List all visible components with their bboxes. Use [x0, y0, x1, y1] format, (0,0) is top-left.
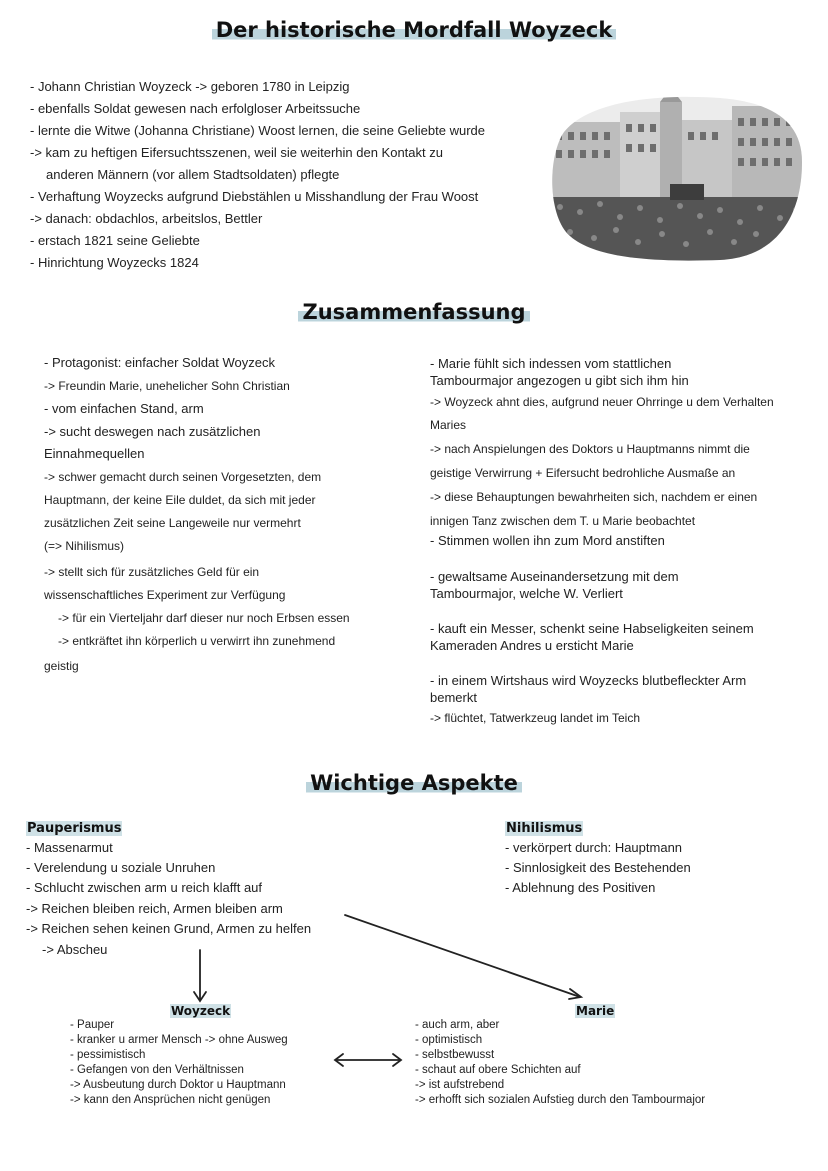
list-item: -> entkräftet ihn körperlich u verwirrt ihn zunehmend: [58, 634, 336, 648]
marie-heading: Marie: [576, 1004, 615, 1018]
list-item: - vom einfachen Stand, arm: [44, 401, 204, 416]
list-item: - Verelendung u soziale Unruhen: [26, 860, 216, 875]
list-item: - Stimmen wollen ihn zum Mord anstiften: [430, 533, 665, 548]
list-item: -> Reichen bleiben reich, Armen bleiben arm: [26, 901, 283, 916]
list-item: geistige Verwirrung + Eifersucht bedrohliche Ausmaße an: [430, 466, 736, 480]
list-item: -> Ausbeutung durch Doktor u Hauptmann: [70, 1079, 286, 1091]
list-item: -> nach Anspielungen des Doktors u Hauptmanns nimmt die: [430, 442, 750, 456]
list-item: - verkörpert durch: Hauptmann: [505, 840, 683, 855]
list-item: innigen Tanz zwischen dem T. u Marie beobachtet: [430, 514, 696, 528]
list-item: Tambourmajor, welche W. Verliert: [430, 586, 623, 601]
list-item: - in einem Wirtshaus wird Woyzecks blutbefleckter Arm: [430, 673, 747, 688]
list-item: - Ablehnung des Positiven: [505, 880, 656, 895]
list-item: -> sucht deswegen nach zusätzlichen: [44, 424, 261, 439]
list-item: Hauptmann, der keine Eile duldet, da sich mit jeder: [44, 493, 316, 507]
list-item: zusätzlichen Zeit seine Langeweile nur vermehrt: [44, 516, 301, 530]
title-important-aspects: Wichtige Aspekte: [0, 771, 828, 795]
list-item: - Schlucht zwischen arm u reich klafft auf: [26, 880, 263, 895]
list-item: -> Abscheu: [42, 942, 108, 957]
list-item: -> erhofft sich sozialen Aufstieg durch den Tambourmajor: [415, 1094, 706, 1106]
list-item: - schaut auf obere Schichten auf: [415, 1064, 581, 1076]
list-item: - auch arm, aber: [415, 1019, 500, 1031]
nihilismus-heading: Nihilismus: [506, 821, 583, 836]
list-item: - Hinrichtung Woyzecks 1824: [30, 255, 199, 270]
list-item: - pessimistisch: [70, 1049, 146, 1061]
list-item: -> Woyzeck ahnt dies, aufgrund neuer Ohrringe u dem Verhalten: [430, 395, 774, 409]
list-item: wissenschaftliches Experiment zur Verfügung: [44, 588, 286, 602]
list-item: -> Freundin Marie, unehelicher Sohn Christian: [44, 379, 290, 393]
list-item: - ebenfalls Soldat gewesen nach erfolgloser Arbeitssuche: [30, 101, 361, 116]
list-item: - Pauper: [70, 1019, 115, 1031]
list-item: -> danach: obdachlos, arbeitslos, Bettler: [30, 211, 263, 226]
list-item: - optimistisch: [415, 1034, 483, 1046]
list-item: -> schwer gemacht durch seinen Vorgesetzten, dem: [44, 470, 322, 484]
list-item: - Verhaftung Woyzecks aufgrund Diebstählen u Misshandlung der Frau Woost: [30, 189, 479, 204]
title-historical-case: Der historische Mordfall Woyzeck: [0, 18, 828, 42]
list-item: anderen Männern (vor allem Stadtsoldaten) pflegte: [46, 167, 340, 182]
list-item: - Massenarmut: [26, 840, 113, 855]
title-summary: Zusammenfassung: [0, 300, 828, 324]
list-item: -> ist aufstrebend: [415, 1079, 505, 1091]
list-item: -> flüchtet, Tatwerkzeug landet im Teich: [430, 711, 640, 725]
list-item: Kameraden Andres u ersticht Marie: [430, 638, 634, 653]
list-item: - Protagonist: einfacher Soldat Woyzeck: [44, 355, 275, 370]
list-item: - selbstbewusst: [415, 1049, 495, 1061]
list-item: bemerkt: [430, 690, 477, 705]
list-item: - Marie fühlt sich indessen vom stattlichen: [430, 356, 672, 371]
list-item: - erstach 1821 seine Geliebte: [30, 233, 200, 248]
arrow-to-marie: [345, 915, 580, 997]
list-item: -> stellt sich für zusätzliches Geld für ein: [44, 565, 260, 579]
woyzeck-heading: Woyzeck: [171, 1004, 231, 1018]
list-item: - lernte die Witwe (Johanna Christiane) Woost lernen, die seine Geliebte wurde: [30, 123, 485, 138]
pauperismus-heading: Pauperismus: [27, 821, 122, 836]
list-item: -> kann den Ansprüchen nicht genügen: [70, 1094, 271, 1106]
list-item: -> diese Behauptungen bewahrheiten sich, nachdem er einen: [430, 490, 758, 504]
list-item: -> für ein Vierteljahr darf dieser nur noch Erbsen essen: [58, 611, 350, 625]
list-item: -> kam zu heftigen Eifersuchtsszenen, weil sie weiterhin den Kontakt zu: [30, 145, 443, 160]
list-item: -> Reichen sehen keinen Grund, Armen zu helfen: [26, 921, 312, 936]
list-item: geistig: [44, 659, 79, 673]
list-item: (=> Nihilismus): [44, 539, 125, 553]
list-item: - Sinnlosigkeit des Bestehenden: [505, 860, 691, 875]
list-item: Maries: [430, 418, 467, 432]
list-item: Einnahmequellen: [44, 446, 145, 461]
list-item: - Johann Christian Woyzeck -> geboren 1780 in Leipzig: [30, 79, 350, 94]
list-item: - gewaltsame Auseinandersetzung mit dem: [430, 569, 679, 584]
list-item: - kauft ein Messer, schenkt seine Habseligkeiten seinem: [430, 621, 754, 636]
list-item: - Gefangen von den Verhältnissen: [70, 1064, 244, 1076]
list-item: Tambourmajor angezogen u gibt sich ihm hin: [430, 373, 689, 388]
list-item: - kranker u armer Mensch -> ohne Ausweg: [70, 1034, 288, 1046]
